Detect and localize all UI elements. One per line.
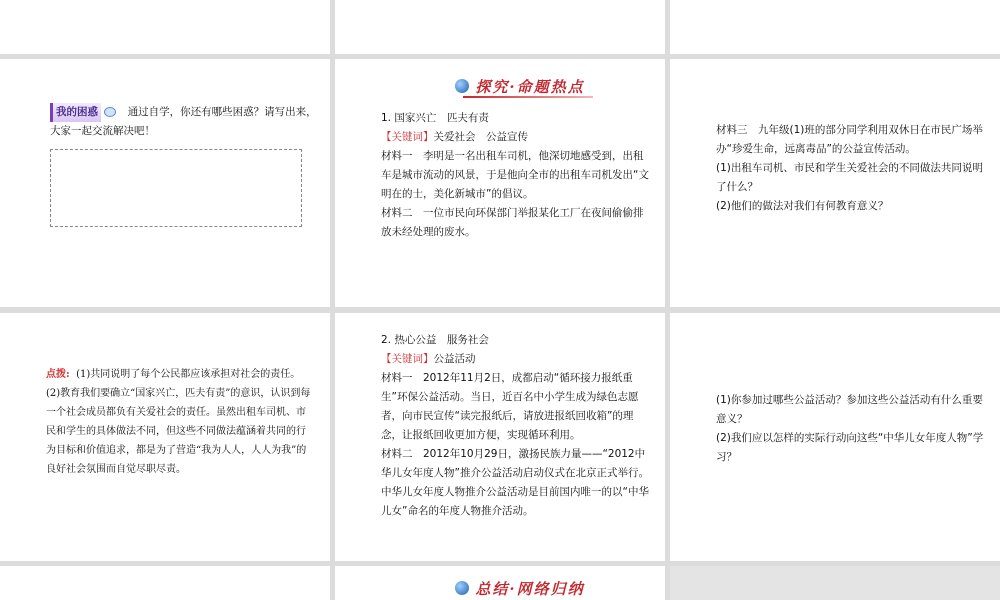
topic-heading: 1. 国家兴亡 匹夫有责 — [381, 112, 489, 124]
material-3: 材料三 九年级(1)班的部分同学利用双休日在市民广场举办“珍爱生命，远离毒品”的公益宣传活动。 — [716, 124, 983, 155]
slide-6 — [670, 59, 1000, 307]
banner-underline — [463, 96, 593, 98]
answer-2: (2)教育我们要确立“国家兴亡，匹夫有责”的意识，认识到每一个社会成员都负有关爱社会的责任。虽然出租车司机、市民和学生的具体做法不同，但这些不同做法蕴涵着共同的行为目标和价值追求，都是为了营造“我为人人，人人为我”的良好社会氛围而自觉尽职尽责。 — [46, 388, 311, 475]
slide-2 — [335, 0, 665, 54]
keyword-line — [381, 128, 649, 147]
material-1: 材料一 2012年11月2日，成都启动“循环接力报纸重生”环保公益活动。当日，近百名中小学生成为绿色志愿者，向市民宣传“读完报纸后，请放进报纸回收箱”的理念，让报纸回收更加方便，实现循环利用。 — [381, 372, 639, 441]
question-2: (2)他们的做法对我们有何教育意义？ — [716, 200, 889, 212]
answer-box[interactable] — [50, 149, 302, 227]
keyword-text: 关爱社会 公益宣传 — [433, 131, 528, 143]
slide-11 — [335, 566, 665, 600]
banner-title: 探究·命题热点 — [475, 77, 585, 96]
hint-label: 点拨: — [46, 369, 70, 380]
slide-10 — [0, 566, 330, 600]
confusion-text: 通过自学，你还有哪些困惑？请写出来，大家一起交流解决吧！ — [50, 106, 317, 137]
slide-3 — [670, 0, 1000, 54]
material-2: 材料二 2012年10月29日，激扬民族力量——“2012中华儿女年度人物”推介公益活动启动仪式在北京正式举行。中华儿女年度人物推介公益活动是目前国内唯一的以“中华儿女”命名的年度人物推介活动。 — [381, 448, 649, 517]
banner-title: 总结·网络归纳 — [475, 579, 585, 598]
slide-4 — [0, 59, 330, 307]
slide8-body — [381, 331, 649, 521]
material-2: 材料二 一位市民向环保部门举报某化工厂在夜间偷偷排放未经处理的废水。 — [381, 207, 644, 238]
slide-9 — [670, 313, 1000, 561]
question-1: (1)出租车司机、市民和学生关爱社会的不同做法共同说明了什么？ — [716, 162, 983, 193]
keyword-tag: 【关键词】 — [381, 131, 434, 143]
topic-heading: 2. 热心公益 服务社会 — [381, 334, 489, 346]
question-2: (2)我们应以怎样的实际行动向这些“中华儿女年度人物”学习？ — [716, 432, 984, 463]
confusion-prompt — [50, 103, 318, 141]
slide-8 — [335, 313, 665, 561]
slide-12 — [670, 566, 1000, 600]
slide-7 — [0, 313, 330, 561]
keyword-tag: 【关键词】 — [381, 353, 434, 365]
hint-line-1 — [46, 365, 314, 384]
slide9-body — [716, 391, 984, 467]
material-1: 材料一 李明是一名出租车司机，他深切地感受到，出租车是城市流动的风景，于是他向全市的出租车司机发出“文明在的士，美化新城市”的倡议。 — [381, 150, 649, 200]
my-confusion-label: 我的困惑 — [50, 103, 101, 122]
globe-icon — [455, 79, 469, 93]
slide7-body — [46, 365, 314, 479]
slide5-body — [381, 109, 649, 242]
slide6-body — [716, 121, 984, 216]
slide-1 — [0, 0, 330, 54]
answer-1: (1)共同说明了每个公民都应该承担对社会的责任。 — [76, 369, 301, 380]
keyword-text: 公益活动 — [433, 353, 476, 365]
globe-icon — [455, 581, 469, 595]
slide-5 — [335, 59, 665, 307]
question-1: (1)你参加过哪些公益活动？参加这些公益活动有什么重要意义？ — [716, 394, 983, 425]
section-banner — [445, 576, 595, 600]
bubble-icon — [104, 107, 116, 117]
keyword-line — [381, 350, 649, 369]
